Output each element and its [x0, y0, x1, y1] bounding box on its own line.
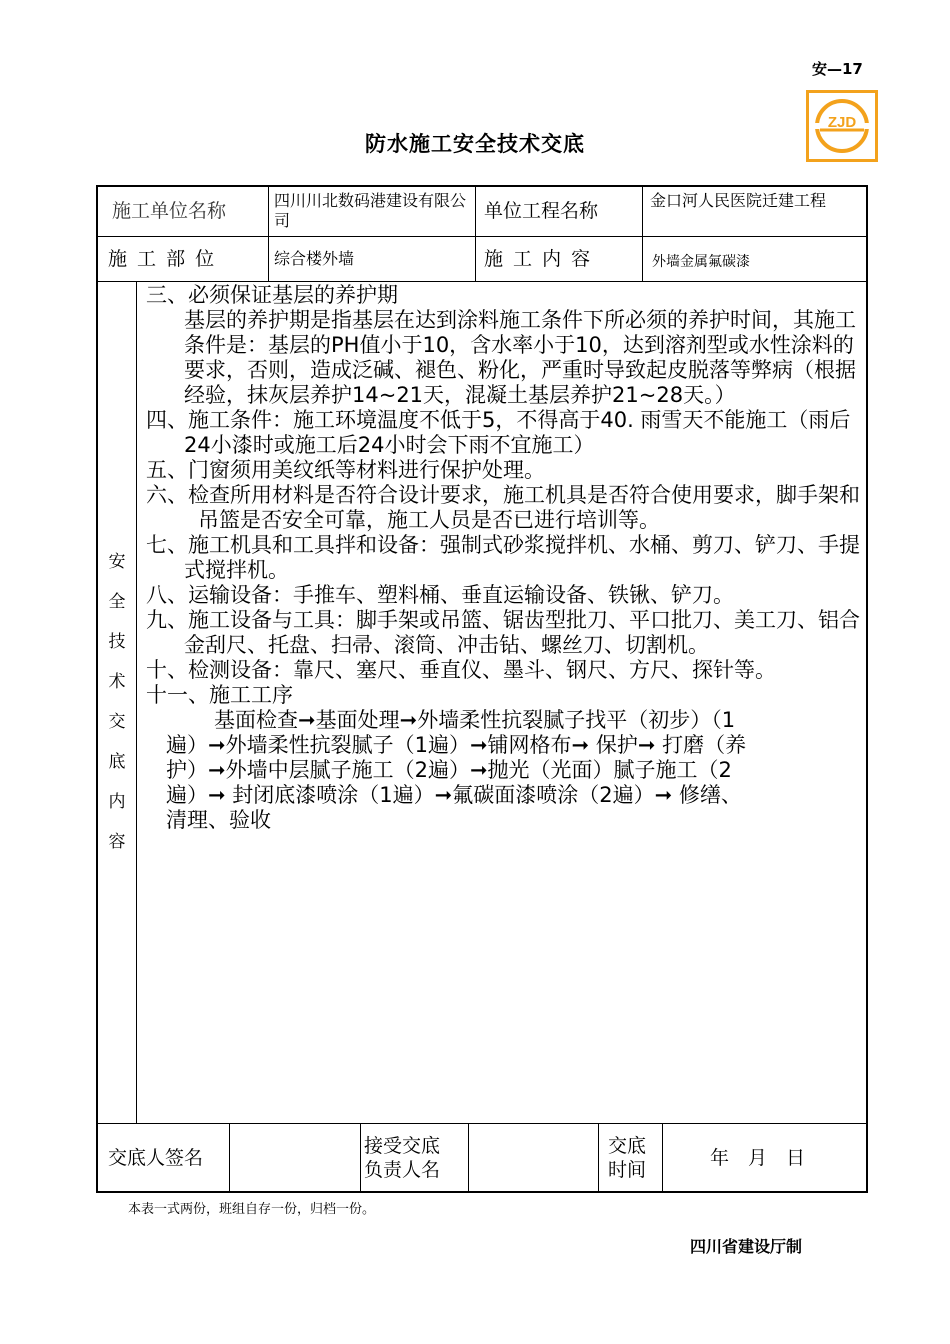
section-11-title: 十一、施工工序: [146, 683, 293, 707]
section-11-line-3: 护）➞外墙中层腻子施工（2遍）➞抛光（光面）腻子施工（2: [166, 758, 732, 782]
page-title: 防水施工安全技术交底: [365, 132, 585, 156]
unit-label: 施工单位名称: [112, 200, 227, 222]
form-code: 安—17: [812, 60, 863, 78]
side-label: 安 全 技 术 交 底 内 容: [108, 552, 126, 852]
footnote: 本表一式两份，班组自存一份，归档一份。: [128, 1202, 376, 1217]
section-4: 四、施工条件：施工环境温度不低于5，不得高于40. 雨雪天不能施工（雨后24小漆时或施工后24小时会下雨不宜施工）: [146, 408, 851, 457]
issuer: 四川省建设厅制: [690, 1237, 803, 1256]
part-label: 施 工 部 位: [108, 248, 217, 270]
section-3-title: 三、必须保证基层的养护期: [146, 283, 398, 307]
disclosure-content: [146, 283, 866, 833]
section-5: 五、门窗须用美纹纸等材料进行保护处理。: [146, 458, 545, 482]
part-value: 综合楼外墙: [274, 249, 355, 268]
disclosure-table: [96, 185, 868, 1193]
section-6: 六、检查所用材料是否符合设计要求，施工机具是否符合使用要求，脚手架和吊篮是否安全可靠，施工人员是否已进行培训等。: [146, 483, 860, 532]
section-3-text: 基层的养护期是指基层在达到涂料施工条件下所必须的养护时间，其施工条件是：基层的PH值小于10，含水率小于10，达到溶剂型或水性涂料的要求，否则，造成泛碱、褪色、粉化，严重时导致起皮脱落等弊病（根据经验，抹灰层养护14~21天，混凝土基层养护21~28天。）: [184, 308, 856, 407]
section-11-line-4: 遍）➞ 封闭底漆喷涂（1遍）➞氟碳面漆喷涂（2遍）➞ 修缮、: [166, 783, 742, 807]
section-11-line-2: 遍）➞外墙柔性抗裂腻子（1遍）➞铺网格布➞ 保护➞ 打磨（养: [166, 733, 747, 757]
project-label: 单位工程名称: [484, 200, 599, 222]
time-label-1: 交底: [608, 1135, 647, 1157]
section-7: 七、施工机具和工具拌和设备：强制式砂浆搅拌机、水桶、剪刀、铲刀、手提式搅拌机。: [146, 533, 860, 582]
unit-value: 四川川北数码港建设有限公司: [274, 191, 467, 230]
receiver-label-1: 接受交底: [364, 1135, 441, 1157]
receiver-label-2: 负责人名: [364, 1159, 441, 1181]
content-label: 施 工 内 容: [484, 248, 593, 270]
section-9: 九、施工设备与工具：脚手架或吊篮、锯齿型批刀、平口批刀、美工刀、铝合金刮尺、托盘、扫帚、滚筒、冲击钻、螺丝刀、切割机。: [146, 608, 860, 657]
time-label-2: 时间: [608, 1159, 647, 1181]
section-8: 八、运输设备：手推车、塑料桶、垂直运输设备、铁锹、铲刀。: [146, 583, 734, 607]
date-placeholder: 年 月 日: [710, 1147, 806, 1169]
project-value: 金口河人民医院迁建工程: [650, 191, 827, 210]
content-value: 外墙金属氟碳漆: [652, 254, 750, 270]
briefer-sign-label: 交底人签名: [108, 1147, 204, 1169]
section-11-line-1: 基面检查➞基面处理➞外墙柔性抗裂腻子找平（初步）（1: [214, 708, 736, 732]
logo-text: ZJD: [827, 114, 857, 131]
section-10: 十、检测设备：靠尺、塞尺、垂直仪、墨斗、钢尺、方尺、探针等。: [146, 658, 776, 682]
section-11-line-5: 清理、验收: [166, 808, 271, 832]
